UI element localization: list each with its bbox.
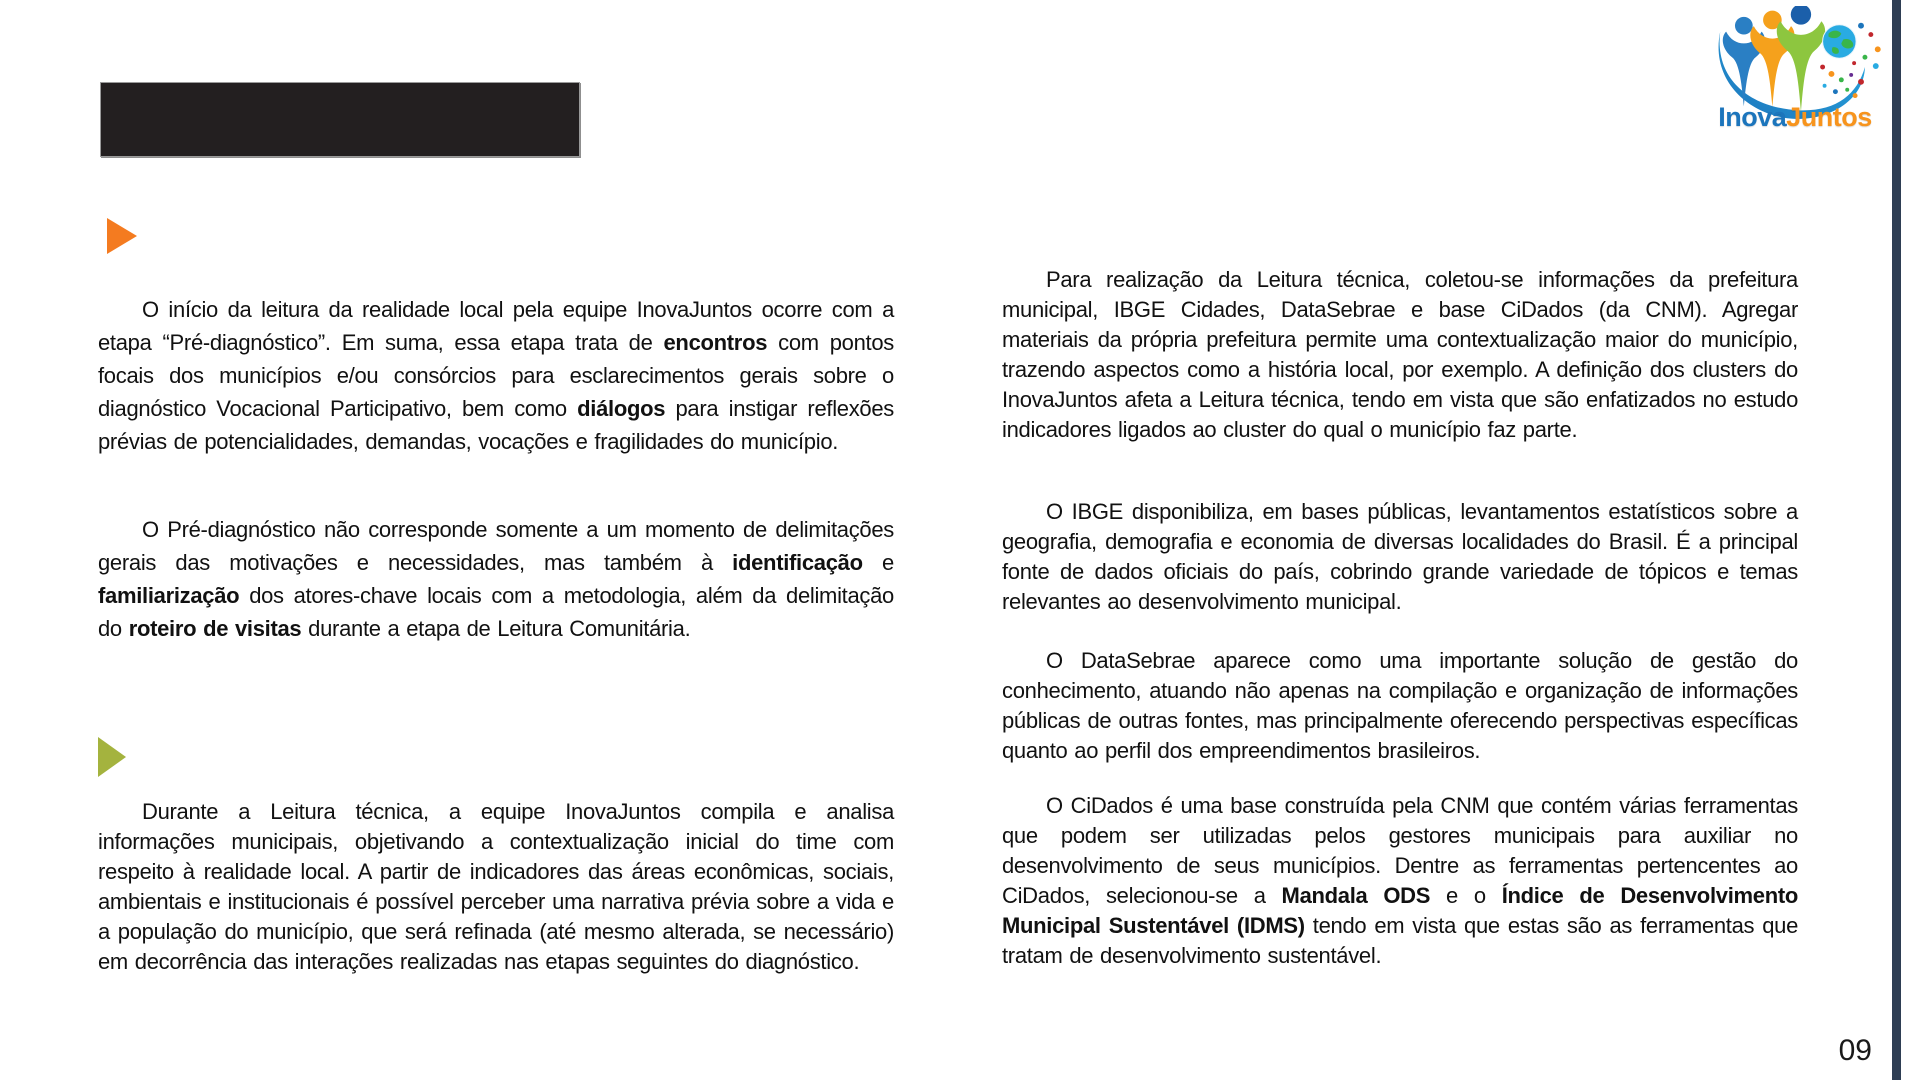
- page-number: 09: [1838, 1034, 1872, 1067]
- logo-person-green: [1777, 6, 1825, 112]
- logo-globe: [1823, 25, 1856, 58]
- title-box: [100, 82, 580, 157]
- logo-wordmark: [1705, 102, 1885, 133]
- right-accent-bar: [1892, 0, 1901, 1080]
- paragraph-right-1: Para realização da Leitura técnica, coletou-se informações da prefeitura municipal, IBGE Cidades, DataSebrae e base CiDados (da CNM). Agregar materiais da própria prefeitura permite uma contextualização maior do município, trazendo aspectos como a história local, por exemplo. A definição dos clusters do InovaJuntos afeta a Leitura técnica, tendo em vista que são enfatizados no estudo indicadores ligados ao cluster do qual o município faz parte.: [1002, 267, 1798, 442]
- green-triangle-marker: [98, 737, 126, 777]
- orange-triangle-marker: [107, 218, 137, 254]
- logo-person-blue: [1723, 17, 1765, 107]
- paragraph-right-3: O DataSebrae aparece como uma importante solução de gestão do conhecimento, atuando não apenas na compilação e organização de informações públicas de outras fontes, mas principalmente oferecendo perspectivas específicas quanto ao perfil dos empreendimentos brasileiros.: [1002, 648, 1798, 763]
- inovajuntos-logo: [1705, 6, 1890, 134]
- paragraph-left-2: O Pré-diagnóstico não corresponde somente a um momento de delimitações gerais das motivações e necessidades, mas também à identificação e familiarização dos atores-chave locais com a metodologia, além da delimitação do roteiro de visitas durante a etapa de Leitura Comunitária.: [98, 517, 894, 641]
- logo-person-orange: [1750, 11, 1794, 107]
- logo-wordmark-juntos: Juntos: [1786, 102, 1872, 132]
- paragraph-left-3: Durante a Leitura técnica, a equipe InovaJuntos compila e analisa informações municipais, objetivando a contextualização inicial do time com respeito à realidade local. A partir de indicadores das áreas econômicas, sociais, ambientais e institucionais é possível perceber uma narrativa prévia sobre a vida e a população do município, que será refinada (até mesmo alterada, se necessário) em decorrência das interações realizadas nas etapas seguintes do diagnóstico.: [98, 799, 894, 974]
- paragraph-right-2: O IBGE disponibiliza, em bases públicas, levantamentos estatísticos sobre a geografia, demografia e economia de diversas localidades do Brasil. É a principal fonte de dados oficiais do país, cobrindo grande variedade de tópicos e temas relevantes ao desenvolvimento municipal.: [1002, 499, 1798, 614]
- paragraph-right-4: O CiDados é uma base construída pela CNM que contém várias ferramentas que podem ser utilizadas pelos gestores municipais para auxiliar no desenvolvimento de seus municípios. Dentre as ferramentas pertencentes ao CiDados, selecionou-se a Mandala ODS e o Índice de Desenvolvimento Municipal Sustentável (IDMS) tendo em vista que estas são as ferramentas que tratam de desenvolvimento sustentável.: [1002, 793, 1799, 968]
- paragraph-left-1: O início da leitura da realidade local pela equipe InovaJuntos ocorre com a etapa “Pré-diagnóstico”. Em suma, essa etapa trata de encontros com pontos focais dos municípios e/ou consórcios para esclarecimentos gerais sobre o diagnóstico Vocacional Participativo, bem como diálogos para instigar reflexões prévias de potencialidades, demandas, vocações e fragilidades do município.: [98, 297, 894, 454]
- logo-wordmark-inova: Inova: [1718, 102, 1787, 132]
